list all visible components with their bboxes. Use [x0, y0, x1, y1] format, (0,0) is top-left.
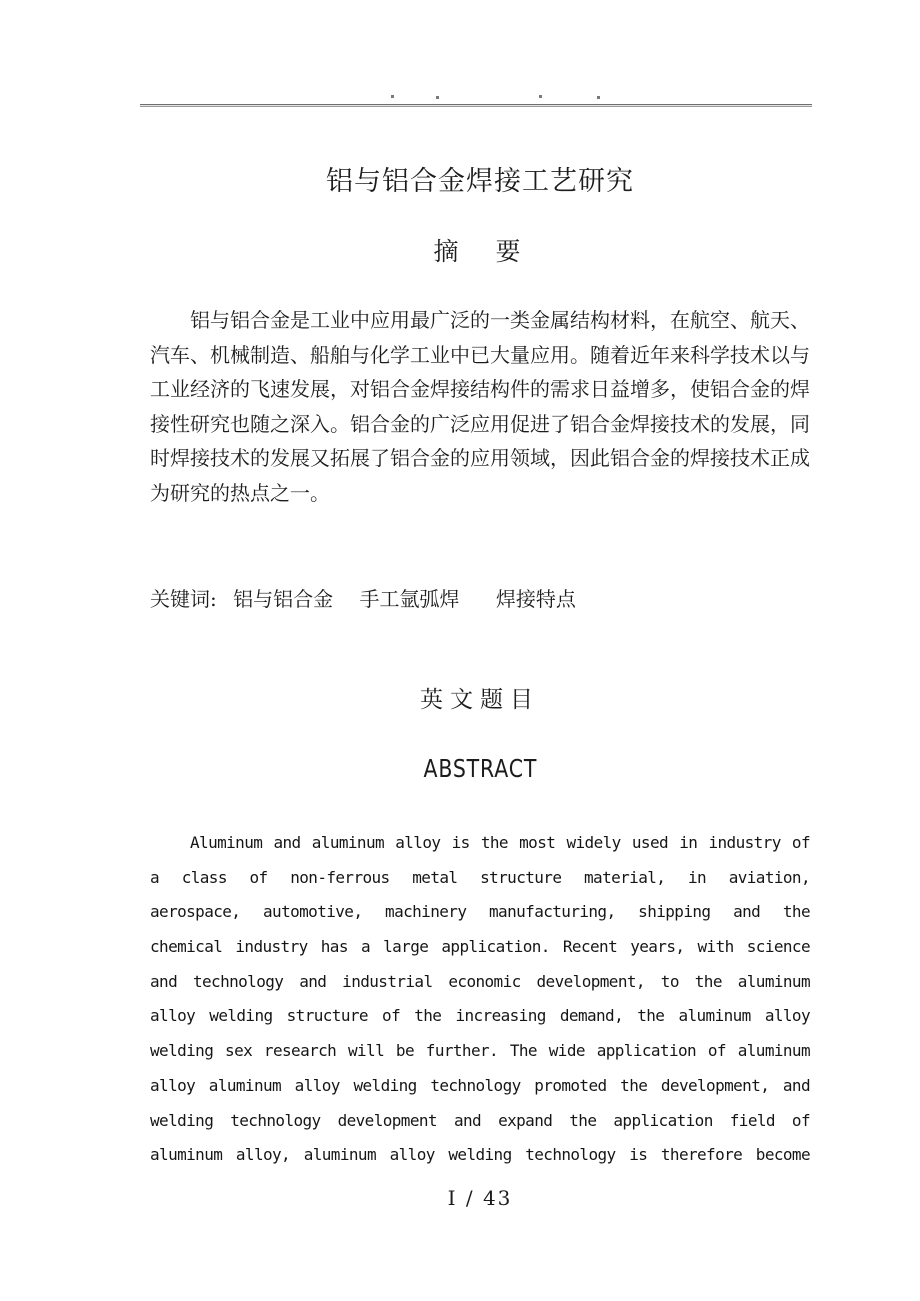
header-artifact-dot: [391, 95, 394, 98]
header-rule: [140, 104, 812, 107]
keyword-item: 手工氩弧焊: [359, 587, 460, 611]
header-artifact-dot: [539, 95, 542, 98]
en-abstract-heading-text: ABSTRACT: [423, 754, 537, 783]
en-abstract-line: alloy aluminum alloy welding technology promoted the development, and: [150, 1075, 810, 1095]
cn-abstract-line: 为研究的热点之一。: [150, 480, 330, 505]
en-abstract-line: aerospace, automotive, machinery manufacturing, shipping and the: [150, 902, 810, 922]
keyword-item: 铝与铝合金: [233, 587, 334, 611]
page-number: I / 43: [447, 1186, 513, 1210]
en-abstract-line: chemical industry has a large application. Recent years, with science: [150, 937, 810, 957]
cn-abstract-line: 汽车、机械制造、船舶与化学工业中已大量应用。随着近年来科学技术以与: [150, 342, 810, 367]
en-abstract-heading: [150, 754, 810, 784]
cn-abstract-heading: 摘 要: [433, 237, 527, 266]
en-abstract-line: welding sex research will be further. The wide application of aluminum: [150, 1041, 810, 1061]
cn-abstract-line: 时焊接技术的发展又拓展了铝合金的应用领域，因此铝合金的焊接技术正成: [150, 446, 810, 471]
cn-abstract-line: 铝与铝合金是工业中应用最广泛的一类金属结构材料，在航空、航天、: [190, 308, 810, 332]
en-abstract-line: aluminum alloy, aluminum alloy welding technology is therefore become: [150, 1145, 810, 1165]
en-abstract-line: and technology and industrial economic development, to the aluminum: [150, 971, 810, 991]
en-title-heading: 英文题目: [420, 687, 540, 713]
cn-abstract-paragraph: [150, 303, 810, 511]
en-abstract-paragraph: [150, 826, 810, 1173]
document-title: 铝与铝合金焊接工艺研究: [326, 166, 634, 197]
keyword-item: 焊接特点: [495, 587, 576, 611]
cn-abstract-line: 接性研究也随之深入。铝合金的广泛应用促进了铝合金焊接技术的发展，同: [150, 411, 810, 436]
en-abstract-line: Aluminum and aluminum alloy is the most widely used in industry of: [190, 833, 810, 852]
header-artifact-dot: [597, 96, 600, 99]
header-artifact-dot: [436, 96, 439, 99]
en-abstract-line: alloy welding structure of the increasing demand, the aluminum alloy: [150, 1006, 810, 1026]
cn-abstract-line: 工业经济的飞速发展，对铝合金焊接结构件的需求日益增多，使铝合金的焊: [150, 377, 810, 402]
en-abstract-line: welding technology development and expand the application field of: [150, 1110, 810, 1130]
keywords-line: [150, 586, 810, 612]
keywords-label: 关键词:: [150, 587, 217, 611]
en-abstract-line: a class of non-ferrous metal structure material, in aviation,: [150, 867, 810, 887]
